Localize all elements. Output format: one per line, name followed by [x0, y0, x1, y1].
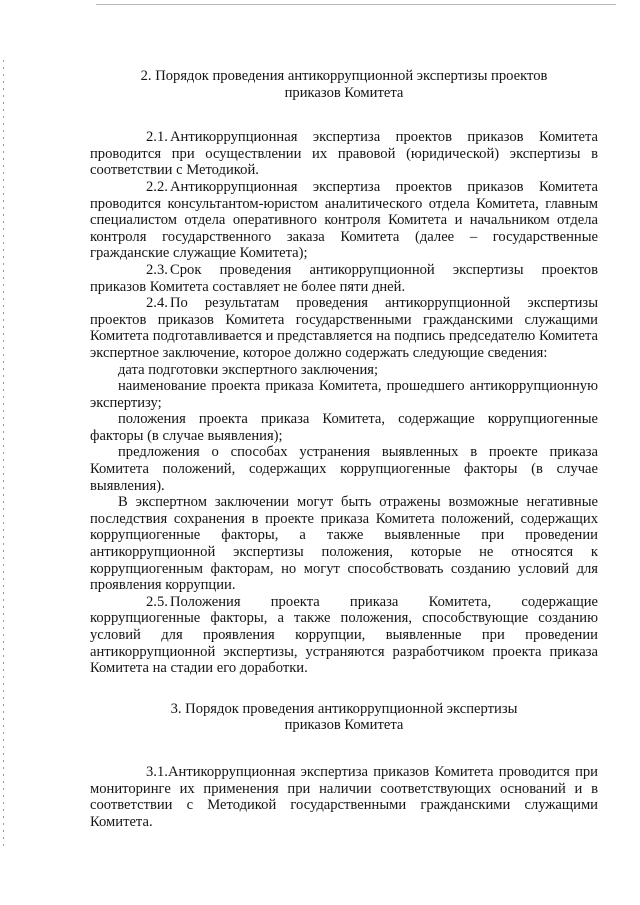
section-3-heading — [90, 701, 598, 734]
section-2-title-line1: 2. Порядок проведения антикоррупционной экспертизы проектов — [140, 68, 548, 84]
paragraph-text: Положения проекта приказа Комитета, содержащие коррупциогенные факторы, а также положения, способствующие созданию условий для проявления коррупции, выявленные при проведении антикоррупционной экспертизы, устраняются разработчиком проекта приказа Комитета на стадии его доработки. — [90, 593, 598, 677]
paragraph-text: Антикоррупционная экспертиза проектов приказов Комитета проводится консультантом-юристом аналитического отдела Комитета, главным специалистом отдела оперативного контроля Комитета и начальником отдела контроля государственного заказа Комитета (далее – государственные гражданские служащие Комитета); — [90, 178, 598, 262]
paragraph-2-1 — [90, 129, 598, 179]
paragraph-conclusion: В экспертном заключении могут быть отражены возможные негативные последствия сохранения в проекте приказа Комитета положений, содержащих коррупциогенные факторы, а также выявленные при проведении антикоррупционной экспертизы положения, которые не относятся к коррупциогенным факторам, но могут способствовать созданию условий для проявления коррупции. — [90, 494, 598, 594]
scan-border-line — [96, 4, 616, 5]
section-3-title-line2: приказов Комитета — [284, 717, 404, 734]
section-2-heading — [90, 68, 598, 101]
paragraph-number: 2.5. — [146, 593, 168, 610]
paragraph-number: 3.1. — [146, 763, 168, 780]
paragraph-text: Антикоррупционная экспертиза проектов приказов Комитета проводится при осуществлении их правовой (юридической) экспертизы в соответствии с Методикой. — [90, 129, 598, 179]
paragraph-number: 2.2. — [146, 178, 168, 195]
paragraph-3-1 — [90, 764, 598, 830]
section-2-title-line2: приказов Комитета — [284, 84, 404, 101]
paragraph-2-3 — [90, 262, 598, 295]
list-item-1: дата подготовки экспертного заключения; — [118, 361, 379, 378]
document-page — [90, 68, 598, 830]
paragraph-2-2 — [90, 179, 598, 262]
list-item-2: наименование проекта приказа Комитета, прошедшего антикоррупционную экспертизу; — [90, 378, 598, 411]
paragraph-text: Антикоррупционная экспертиза приказов Комитета проводится при мониторинге их применения при наличии соответствующих оснований и в соответствии с Методикой государственными гражданскими служащими Комитета. — [90, 763, 598, 830]
section-3-title-line1: 3. Порядок проведения антикоррупционной экспертизы — [170, 700, 518, 717]
paragraph-number: 2.3. — [146, 261, 168, 278]
paragraph-2-5 — [90, 594, 598, 677]
scan-edge-marks — [3, 60, 4, 850]
paragraph-text: Срок проведения антикоррупционной экспертизы проектов приказов Комитета составляет не более пяти дней. — [90, 261, 598, 295]
paragraph-2-4 — [90, 295, 598, 361]
paragraph-number: 2.1. — [146, 129, 168, 146]
list-item-3: положения проекта приказа Комитета, содержащие коррупциогенные факторы (в случае выявления); — [90, 411, 598, 444]
list-item-4: предложения о способах устранения выявленных в проекте приказа Комитета положений, содержащих коррупциогенные факторы (в случае выявления). — [90, 444, 598, 494]
paragraph-text: По результатам проведения антикоррупционной экспертизы проектов приказов Комитета государственными гражданскими служащими Комитета подготавливается и представляется на подпись председателю Комитета экспертное заключение, которое должно содержать следующие сведения: — [90, 295, 598, 361]
paragraph-number: 2.4. — [146, 295, 168, 312]
